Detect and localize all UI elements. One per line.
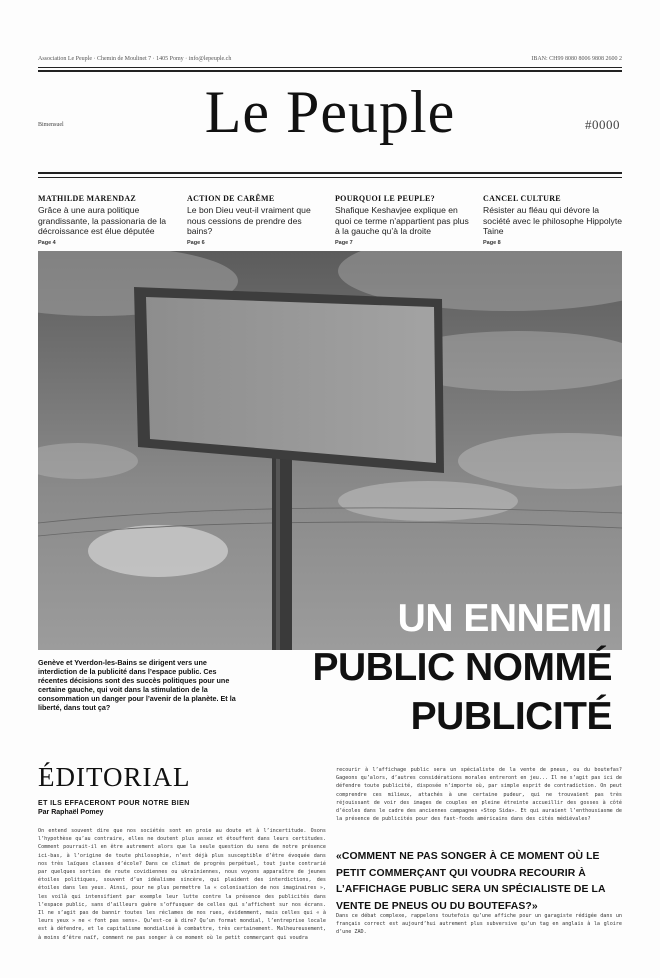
teaser-1[interactable] — [38, 194, 178, 246]
teaser-heading: MATHILDE MARENDAZ — [38, 194, 137, 203]
editorial-column-2: recourir à l’affichage public sera un spécialiste de la vente de pneus, ou du boutefas? Gageons qu’alors, d’autres considérations morales entreront en jeu... Il ne s’agit pas ici de défendre toute publicité, disposée n’importe où, par simple esprit de contradiction. On peut comprendre ces milieux, attachés à une certaine pudeur, qui ne trouvaient pas très réjouissant de voir des images de couples en pleine étreinte accueillir des gosses à côté d’écoles dans le cadre des anciennes campagnes «Stop Sida». Et qui auraient l’enthousiasme de la présence de publicités pour des fast-foods américains dans des cités médiévales? — [336, 767, 622, 823]
headline-line-3: PUBLICITÉ — [410, 695, 612, 738]
editorial-author: Par Raphaël Pomey — [38, 809, 104, 816]
cover-photo-billboard — [38, 251, 622, 650]
cover-lead-text: Genève et Yverdon-les-Bains se dirigent vers une interdiction de la publicité dans l’espace public. Ces récentes décisions sont des succès politiques pour une certaine gauche, qui voit dans la stimulation de la consommation un danger pour l’avenir de la planète. Et la liberté, dans tout ça? — [38, 658, 236, 712]
teaser-page: Page 4 — [38, 239, 56, 246]
teaser-page: Page 6 — [187, 239, 205, 246]
iban-text: IBAN: CH99 8080 8006 9808 2600 2 — [531, 56, 622, 62]
top-rule-thick — [38, 70, 622, 72]
issue-number: #0000 — [585, 117, 620, 132]
teaser-text: Grâce à une aura politique grandissante, la passionaria de la décroissance est élue députée — [38, 205, 167, 236]
teaser-text: Le bon Dieu veut-il vraiment que nous cessions de prendre des bains? — [187, 205, 311, 236]
teaser-3[interactable] — [335, 194, 475, 246]
masthead-bottom-rule — [38, 172, 622, 174]
teaser-page: Page 7 — [335, 239, 353, 246]
editorial-column-1: On entend souvent dire que nos sociétés sont en proie au doute et à l’incertitude. Osons l’hypothèse qu’au contraire, elles ne doutent plus assez et étouffent dans leurs certitudes. Comment pourrait-il en être autrement alors que la seule question du sens de notre présence ici-bas, à l’origine de toute philosophie, n’est déjà plus susceptible d’être évoquée dans nos très laïques classes d’école? Dans ce climat de progrès perpétuel, tout juste contrarié par quelques sorties de route covidiennes ou ukrainiennes, nous voyons apparaître de jeunes étoiles politiques, souvent d’un idéalisme sincère, qui plaident des interdictions, des étoiles dans les yeux. Ainsi, pour ne plus permettre la « colonisation de nos imaginaires », les voilà qui intensifient par exemple leur lutte contre la présence des publicités dans l’espace public, sans d’ailleurs guère s’offusquer de celles qui s’affichent sur nos écrans. Il ne s’agit pas de bannir toutes les réclames de nos rues, évidemment, mais celles qui « à leurs yeux » ne « font pas sens». Qu’est-ce à dire? Qu’un format mondial, l’entreprise locale est à défendre, et le capitalisme mondialisé à combattre, très certainement. Malheureusement, à moins d’être naïf, comment ne pas songer à ce moment où le petit commerçant qui voudra — [38, 828, 326, 941]
teaser-4[interactable] — [483, 194, 623, 246]
masthead-bottom-rule-thin — [38, 177, 622, 178]
newspaper-title: Le Peuple — [204, 79, 456, 145]
billboard-illustration — [38, 251, 622, 650]
teaser-heading: POURQUOI LE PEUPLE? — [335, 194, 435, 203]
teaser-heading: CANCEL CULTURE — [483, 194, 561, 203]
association-address: Association Le Peuple · Chemin de Moulinet 7 · 1405 Pomy · info@lepeuple.ch — [38, 56, 232, 62]
top-rule — [38, 67, 622, 68]
editorial-column-3: Dans ce débat complexe, rappelons toutefois qu’une affiche pour un garagiste rédigée dans un français correct est aujourd’hui autrement plus subversive qu’un tag en anglais à la gloire d’une ZAD. — [336, 913, 622, 936]
teaser-heading: ACTION DE CARÊME — [187, 194, 275, 203]
teaser-page: Page 8 — [483, 239, 501, 246]
editorial-title: ÉDITORIAL — [38, 762, 191, 792]
editorial-pull-quote: «COMMENT NE PAS SONGER À CE MOMENT OÙ LE PETIT COMMERÇANT QUI VOUDRA RECOURIR À L’AFFICHAGE PUBLIC SERA UN SPÉCIALISTE DE LA VENTE DE PNEUS OU DU BOUTEFAS?» — [336, 851, 606, 912]
teaser-2[interactable] — [187, 194, 327, 246]
headline-line-1: UN ENNEMI — [397, 597, 612, 640]
teaser-text: Shafique Keshavjee explique en quoi ce terme n’appartient pas plus à la gauche qu’à la droite — [335, 205, 469, 236]
teaser-text: Résister au fléau qui dévore la société avec le philosophe Hippolyte Taine — [483, 205, 623, 236]
masthead-info-bar — [38, 56, 622, 66]
edition-label: Bimensuel — [38, 122, 64, 128]
cover-headline — [313, 594, 613, 741]
headline-line-2: PUBLIC NOMMÉ — [312, 646, 612, 689]
editorial-subtitle: ET ILS EFFACERONT POUR NOTRE BIEN — [38, 800, 190, 807]
